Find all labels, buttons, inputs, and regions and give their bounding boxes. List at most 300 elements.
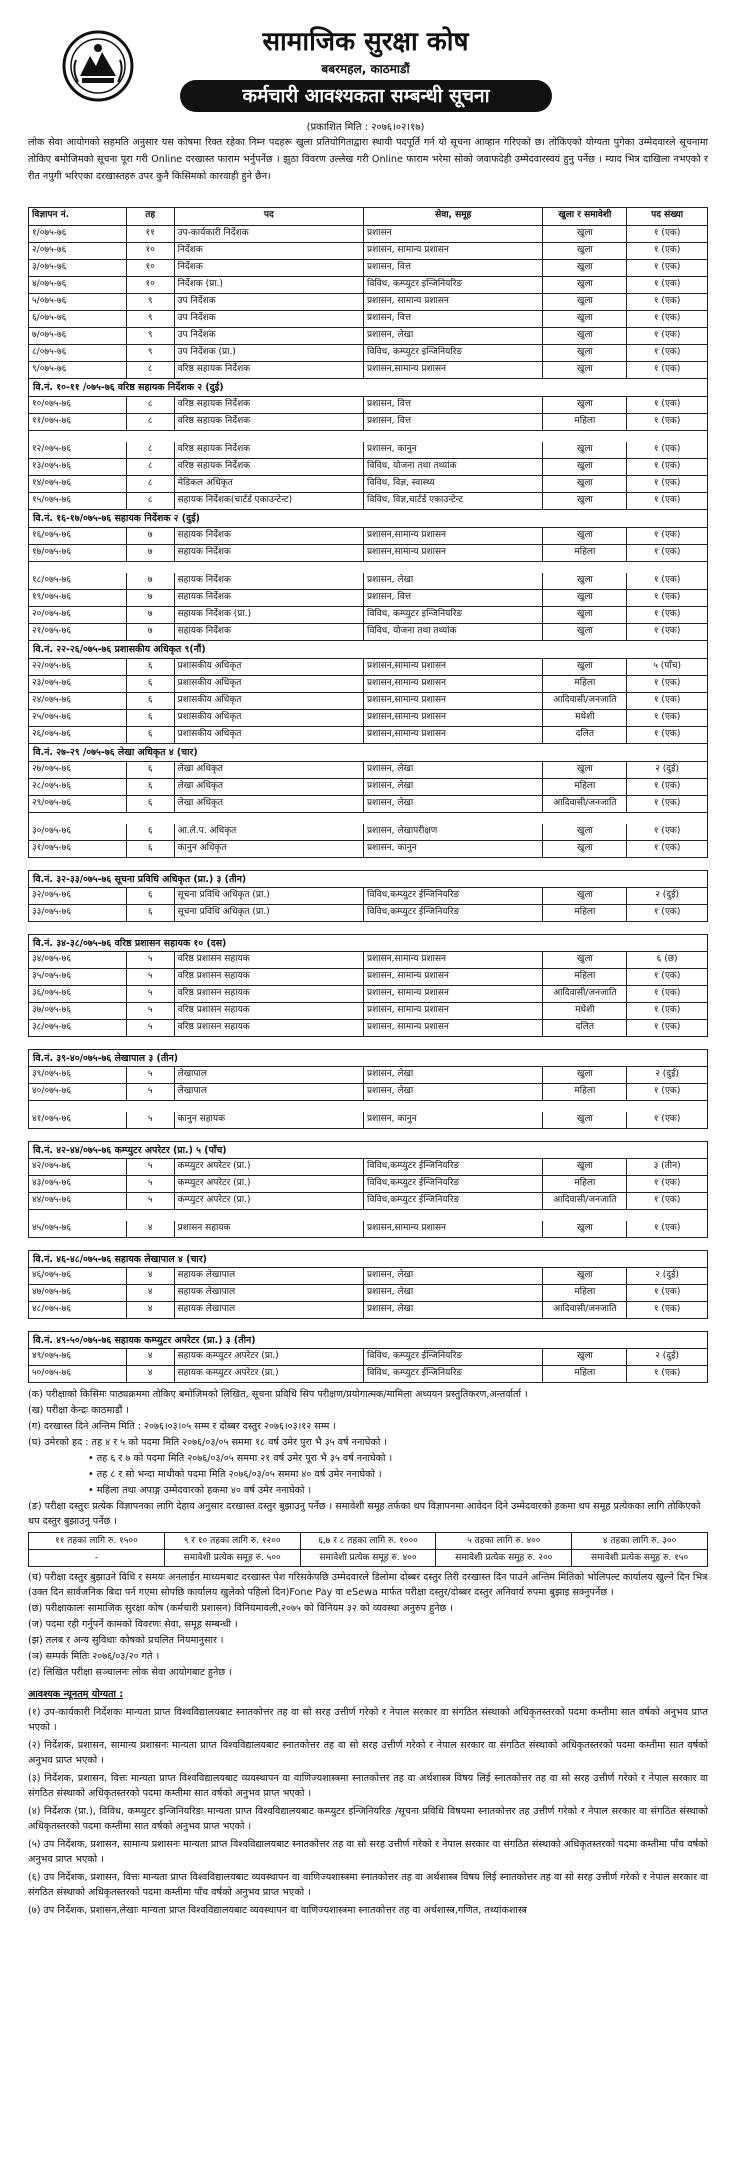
table-cell: ३३/०७५-७६ bbox=[29, 905, 127, 921]
table-cell: ४ bbox=[127, 1349, 175, 1365]
table-cell: १ (एक) bbox=[653, 399, 681, 409]
table-cell: १ (एक) bbox=[653, 1287, 681, 1297]
table-cell: कम्प्युटर अपरेटर (प्रा.) bbox=[175, 1176, 364, 1192]
table-cell: १९/०७५-७६ bbox=[29, 590, 127, 606]
table-cell: १ (एक) bbox=[653, 347, 681, 357]
qualification-item: (७) उप निर्देशक, प्रशासन,लेखाः मान्यता प्राप्त विश्वविद्यालयबाट व्यवस्थापन वा वाणिज्यशास्त्रमा स्नातकोत्तर तह वा अर्थशास्त्र,गणित, तथ्यांकशास्त्र bbox=[28, 1904, 527, 1916]
fee-cell: समावेशी प्रत्येक समूह रु. १५० bbox=[572, 1550, 708, 1566]
table-cell: १ (एक) bbox=[653, 1304, 681, 1314]
table-row bbox=[28, 459, 708, 476]
note-item: • महिला तथा अपाङ्ग उम्मेदवारको हकमा ४० वर्ष उमेर ननाघेको । bbox=[88, 1485, 312, 1496]
table-cell: प्रशासन सहायक bbox=[175, 1221, 364, 1237]
note-item: (ङ) परीक्षा दस्तुरः प्रत्येक विज्ञापनका लागि देहाय अनुसार दरखास्त दस्तुर बुझाउनु पर्नेछ । समावेशी समूह तर्फका थप विज्ञापनमा आवेदन दिने उम्मेदवारको हकमा थप समूह प्रत्येकका लागि तोकिएको थप दस्तुर बुझाउनु पर्नेछ । bbox=[28, 1501, 701, 1527]
group-header: वि.नं. २२-२६/०७५-७६ प्रशासकीय अधिकृत ९(नौं) bbox=[28, 641, 708, 659]
fee-cell: - bbox=[29, 1550, 165, 1566]
table-cell: सहायक निर्देशक bbox=[175, 624, 364, 640]
table-cell: १ (एक) bbox=[653, 1195, 681, 1205]
table-cell: ३२/०७५-७६ bbox=[29, 888, 127, 904]
table-row bbox=[28, 1302, 708, 1319]
table-cell: ४३/०७५-७६ bbox=[29, 1176, 127, 1192]
table-row bbox=[28, 260, 708, 277]
table-cell: लेखापाल bbox=[175, 1084, 364, 1100]
table-cell: १ (एक) bbox=[653, 843, 681, 853]
fee-cell: समावेशी प्रत्येक समूह रु. ४०० bbox=[301, 1550, 437, 1566]
table-cell: खुला bbox=[543, 624, 627, 640]
table-cell: प्रशासन,सामान्य प्रशासन bbox=[364, 1221, 543, 1237]
table-cell: २०/०७५-७६ bbox=[29, 607, 127, 623]
table-cell: प्रशासन, लेखा bbox=[364, 328, 543, 344]
table-cell: खुला bbox=[543, 528, 627, 544]
table-cell: १ (एक) bbox=[653, 1114, 681, 1124]
table-gap bbox=[28, 431, 708, 442]
table-cell: १ (एक) bbox=[653, 296, 681, 306]
table-cell: विविध, विज्ञ, स्वास्थ्य bbox=[364, 476, 543, 492]
table-cell: खुला bbox=[543, 226, 627, 242]
table-cell: वरिष्ठ प्रशासन सहायक bbox=[175, 986, 364, 1002]
table-cell: प्रशासन, लेखा bbox=[364, 1084, 543, 1100]
table-cell: २७/०७५-७६ bbox=[29, 762, 127, 778]
table-cell: खुला bbox=[543, 476, 627, 492]
table-cell: वरिष्ठ सहायक निर्देशक bbox=[175, 397, 364, 413]
table-cell: ८ bbox=[127, 397, 175, 413]
table-cell: खुला bbox=[543, 1268, 627, 1284]
table-cell: प्रशासन, लेखा bbox=[364, 796, 543, 812]
table-cell: १ (एक) bbox=[653, 461, 681, 471]
table-cell: खुला bbox=[543, 1159, 627, 1175]
table-cell: ३८/०७५-७६ bbox=[29, 1020, 127, 1036]
table-cell: ६/०७५-७६ bbox=[29, 311, 127, 327]
table-cell: प्रशासकीय अधिकृत bbox=[175, 710, 364, 726]
table-cell: १५/०७५-७६ bbox=[29, 493, 127, 509]
table-cell: २ (दुई) bbox=[655, 1351, 679, 1361]
group-header: वि.नं. १६-१७/०७५-७६ सहायक निर्देशक २ (दुई) bbox=[28, 510, 708, 528]
table-cell: खुला bbox=[543, 362, 627, 378]
header bbox=[0, 0, 731, 133]
table-cell: ४ bbox=[127, 1302, 175, 1318]
table-cell: ४/०७५-७६ bbox=[29, 277, 127, 293]
group-header: वि.नं. ३२-३३/०७५-७६ सूचना प्रविधि अधिकृत (प्रा.) ३ (तीन) bbox=[28, 870, 708, 888]
table-cell: २४/०७५-७६ bbox=[29, 693, 127, 709]
table-cell: ४५/०७५-७६ bbox=[29, 1221, 127, 1237]
table-cell: ३६/०७५-७६ bbox=[29, 986, 127, 1002]
qualification-item: (१) उप-कार्यकारी निर्देशकः मान्यता प्राप्त विश्वविद्यालयबाट स्नातकोत्तर तह वा सो सरह उत्तीर्ण गरेको र नेपाल सरकार वा संगठित संस्थाको अधिकृतस्तरको पदमा कम्तीमा सात वर्षको अनुभव प्राप्त भएको । bbox=[28, 1706, 708, 1733]
table-cell: ४२/०७५-७६ bbox=[29, 1159, 127, 1175]
table-cell: उप निर्देशक bbox=[175, 294, 364, 310]
note-item: (झ) तलब र अन्य सुविधाः कोषको प्रचलित नियमानुसार । bbox=[28, 1635, 224, 1646]
table-row bbox=[28, 986, 708, 1003]
table-cell: विविध,कम्प्युटर ईन्जिनियरिङ bbox=[364, 888, 543, 904]
note-item: (ख) परीक्षा केन्द्रः काठमाडौं । bbox=[28, 1405, 130, 1416]
table-cell: प्रशासन, वित्त bbox=[364, 590, 543, 606]
table-cell: ८ bbox=[127, 414, 175, 430]
table-cell: प्रशासकीय अधिकृत bbox=[175, 659, 364, 675]
table-cell: ३ (तीन) bbox=[653, 1161, 681, 1171]
table-row bbox=[28, 328, 708, 345]
table-cell: ५ bbox=[127, 1193, 175, 1209]
table-cell: १ (एक) bbox=[653, 478, 681, 488]
table-cell: ३४/०७५-७६ bbox=[29, 952, 127, 968]
table-body bbox=[28, 226, 708, 1383]
table-cell: ९ bbox=[127, 311, 175, 327]
table-row bbox=[28, 243, 708, 260]
table-gap bbox=[28, 813, 708, 824]
table-row bbox=[28, 311, 708, 328]
table-cell: प्रशासन, लेखा bbox=[364, 573, 543, 589]
table-cell: प्रशासन, वित्त bbox=[364, 260, 543, 276]
table-cell: सूचना प्रविधि अधिकृत (प्रा.) bbox=[175, 905, 364, 921]
table-cell: ४ bbox=[127, 1366, 175, 1382]
note-item: (घ) उमेरको हद : तह ४ र ५ को पदमा मिति २०७६/०३/०५ सममा १८ वर्ष उमेर पुरा भै ३५ वर्ष ननाघेको । bbox=[28, 1437, 387, 1448]
table-row bbox=[28, 1285, 708, 1302]
table-cell: १२/०७५-७६ bbox=[29, 442, 127, 458]
table-row bbox=[28, 762, 708, 779]
table-row bbox=[28, 905, 708, 922]
table-row bbox=[28, 1020, 708, 1037]
table-cell: २५/०७५-७६ bbox=[29, 710, 127, 726]
fee-cell: ११ तहका लागि रु. १५०० bbox=[29, 1533, 165, 1549]
fee-cell: समावेशी प्रत्येक समूह रु. ५०० bbox=[165, 1550, 301, 1566]
table-cell: खुला bbox=[543, 397, 627, 413]
group-header: वि.नं. ३९-४०/०७५-७६ लेखापाल ३ (तीन) bbox=[28, 1049, 708, 1067]
table-cell: ५०/०७५-७६ bbox=[29, 1366, 127, 1382]
table-cell: विविध, विज्ञ,चार्टर्ड एकाउन्टेन्ट bbox=[364, 493, 543, 509]
table-cell: प्रशासन, लेखा bbox=[364, 1067, 543, 1083]
org-address: बबरमहल, काठमाडौं bbox=[321, 62, 410, 76]
table-cell: लेखा अधिकृत bbox=[175, 762, 364, 778]
table-row bbox=[28, 1112, 708, 1129]
table-row bbox=[28, 442, 708, 459]
table-cell: खुला bbox=[543, 824, 627, 840]
table-cell: २ (दुई) bbox=[655, 1270, 679, 1280]
table-row bbox=[28, 1159, 708, 1176]
table-row bbox=[28, 796, 708, 813]
table-cell: प्रशासन, कानुन bbox=[364, 1112, 543, 1128]
table-row bbox=[28, 1349, 708, 1366]
column-header: खुला र समावेशी bbox=[543, 208, 627, 225]
table-cell: प्रशासन, लेखा bbox=[364, 1268, 543, 1284]
table-row bbox=[28, 493, 708, 510]
table-row bbox=[28, 659, 708, 676]
table-cell: ६ bbox=[127, 888, 175, 904]
table-cell: १ (एक) bbox=[653, 988, 681, 998]
group-header: वि.नं. ४२-४४/०७५-७६ कम्प्युटर अपरेटर (प्रा.) ५ (पाँच) bbox=[28, 1141, 708, 1159]
table-row bbox=[28, 607, 708, 624]
table-cell: आ.ले.प. अधिकृत bbox=[175, 824, 364, 840]
table-row bbox=[28, 476, 708, 493]
table-cell: ५ bbox=[127, 1159, 175, 1175]
table-row bbox=[28, 226, 708, 243]
table-cell: महिला bbox=[543, 414, 627, 430]
table-row bbox=[28, 841, 708, 858]
exam-notes-continued bbox=[28, 1570, 708, 1681]
table-cell: प्रशासन, लेखा bbox=[364, 1302, 543, 1318]
group-header: वि.नं. ४९-५०/०७५-७६ सहायक कम्प्युटर अपरेटर (प्रा.) ३ (तीन) bbox=[28, 1331, 708, 1349]
table-row bbox=[28, 1268, 708, 1285]
table-cell: वरिष्ठ सहायक निर्देशक bbox=[175, 442, 364, 458]
table-cell: खुला bbox=[543, 260, 627, 276]
fee-row bbox=[28, 1550, 708, 1567]
table-cell: वरिष्ठ सहायक निर्देशक bbox=[175, 362, 364, 378]
table-cell: खुला bbox=[543, 1067, 627, 1083]
table-cell: प्रशासन,सामान्य प्रशासन bbox=[364, 693, 543, 709]
table-cell: १ (एक) bbox=[653, 907, 681, 917]
table-cell: प्रशासन, सामान्य प्रशासन bbox=[364, 969, 543, 985]
table-cell: १ (एक) bbox=[653, 971, 681, 981]
table-cell: ९/०७५-७६ bbox=[29, 362, 127, 378]
table-cell: ६ bbox=[127, 710, 175, 726]
table-cell: ११/०७५-७६ bbox=[29, 414, 127, 430]
table-cell: ५ bbox=[127, 1084, 175, 1100]
table-cell: ६ bbox=[127, 659, 175, 675]
column-header: पद bbox=[175, 208, 364, 225]
table-cell: ५/०७५-७६ bbox=[29, 294, 127, 310]
table-cell: ८ bbox=[127, 362, 175, 378]
note-item: (ज) पदमा रही गर्नुपर्ने कामको विवरणः सेवा, समूह सम्बन्धी । bbox=[28, 1619, 238, 1630]
table-cell: दलित bbox=[543, 1020, 627, 1036]
table-row bbox=[28, 1003, 708, 1020]
fee-cell: ४ तहका लागि रु. ३०० bbox=[572, 1533, 708, 1549]
table-gap bbox=[28, 1101, 708, 1112]
table-cell: प्रशासन,सामान्य प्रशासन bbox=[364, 710, 543, 726]
table-cell: ४८/०७५-७६ bbox=[29, 1302, 127, 1318]
note-item: (ट) लिखित परीक्षा सञ्चालनः लोक सेवा आयोगबाट हुनेछ । bbox=[28, 1667, 232, 1678]
qualification-list bbox=[28, 1705, 708, 1919]
table-row bbox=[28, 1366, 708, 1383]
table-cell: १ (एक) bbox=[653, 245, 681, 255]
table-cell: विविध, योजना तथा तथ्यांक bbox=[364, 624, 543, 640]
table-cell: १६/०७५-७६ bbox=[29, 528, 127, 544]
table-cell: खुला bbox=[543, 1221, 627, 1237]
table-cell: ७/०७५-७६ bbox=[29, 328, 127, 344]
table-cell: महिला bbox=[543, 905, 627, 921]
table-cell: ३९/०७५-७६ bbox=[29, 1067, 127, 1083]
table-cell: ३७/०७५-७६ bbox=[29, 1003, 127, 1019]
table-cell: ७ bbox=[127, 607, 175, 623]
table-cell: ९ bbox=[127, 345, 175, 361]
table-cell: वरिष्ठ सहायक निर्देशक bbox=[175, 459, 364, 475]
table-row bbox=[28, 888, 708, 905]
note-item: (च) परीक्षा दस्तुर बुझाउने विधि र समयः अनलाईन माध्यमबाट दरखास्त पेश गरिसकेपछि उम्मेदवारले डिलोमा दोब्बर दस्तुर तिरी दरखास्त दिन पाउने अन्तिम मितिको भोलिपल्ट कार्यालय खुल्ने दिन भित्र (उक्त दिन सार्वजनिक बिदा पर्न गएमा सोपछि कार्यालय खुलेको पहिलो दिन)Fone Pay वा eSewa मार्फत परीक्षा दस्तुर/दोब्बर दस्तुर अनिवार्य रुपमा बुझाइ सक्नुपर्नेछ । bbox=[28, 1572, 708, 1598]
table-cell: ६ bbox=[127, 779, 175, 795]
table-cell: १० bbox=[127, 277, 175, 293]
table-cell: १ (एक) bbox=[653, 609, 681, 619]
table-cell: १ (एक) bbox=[653, 313, 681, 323]
table-cell: २/०७५-७६ bbox=[29, 243, 127, 259]
table-gap bbox=[28, 1210, 708, 1221]
fee-table bbox=[28, 1532, 708, 1567]
table-cell: विविध,कम्प्युटर ईन्जिनियरिङ bbox=[364, 1176, 543, 1192]
table-cell: १७/०७५-७६ bbox=[29, 545, 127, 561]
table-cell: ५ bbox=[127, 1003, 175, 1019]
table-cell: खुला bbox=[543, 442, 627, 458]
table-cell: प्रशासन, कानुन bbox=[364, 841, 543, 857]
table-cell: २१/०७५-७६ bbox=[29, 624, 127, 640]
fee-cell: ५ तहका लागि रु. ४०० bbox=[436, 1533, 572, 1549]
table-cell: २२/०७५-७६ bbox=[29, 659, 127, 675]
table-cell: निर्देशक (प्रा.) bbox=[175, 277, 364, 293]
table-cell: १ (एक) bbox=[653, 678, 681, 688]
table-cell: १ (एक) bbox=[653, 495, 681, 505]
table-cell: १ (एक) bbox=[653, 798, 681, 808]
table-cell: १० bbox=[127, 243, 175, 259]
table-cell: ६ bbox=[127, 693, 175, 709]
table-cell: खुला bbox=[543, 345, 627, 361]
table-cell: ३१/०७५-७६ bbox=[29, 841, 127, 857]
table-cell: विविध, योजना तथा तथ्यांक bbox=[364, 459, 543, 475]
table-cell: आदिवासी/जनजाति bbox=[543, 1193, 627, 1209]
exam-notes bbox=[28, 1387, 708, 1530]
table-cell: विविध, कम्प्युटर इन्जिनियरिङ bbox=[364, 277, 543, 293]
table-cell: १ (एक) bbox=[653, 695, 681, 705]
table-gap bbox=[28, 562, 708, 573]
table-row bbox=[28, 969, 708, 986]
table-cell: प्रशासन, सामान्य प्रशासन bbox=[364, 1020, 543, 1036]
table-cell: ७ bbox=[127, 545, 175, 561]
table-cell: सहायक निर्देशक(चार्टर्ड एकाउन्टेन्ट) bbox=[175, 493, 364, 509]
table-cell: महिला bbox=[543, 1366, 627, 1382]
table-cell: सूचना प्रविधि अधिकृत (प्रा.) bbox=[175, 888, 364, 904]
table-cell: प्रशासन,सामान्य प्रशासन bbox=[364, 676, 543, 692]
table-cell: ६ bbox=[127, 905, 175, 921]
fee-cell: ६,७ र ८ तहका लागि रु. १००० bbox=[301, 1533, 437, 1549]
table-cell: १ (एक) bbox=[653, 1368, 681, 1378]
table-cell: सहायक कम्प्युटर अपरेटर (प्रा.) bbox=[175, 1366, 364, 1382]
table-cell: खुला bbox=[543, 590, 627, 606]
table-cell: १ (एक) bbox=[653, 781, 681, 791]
table-row bbox=[28, 294, 708, 311]
table-cell: २६/०७५-७६ bbox=[29, 727, 127, 743]
table-cell: आदिवासी/जनजाति bbox=[543, 986, 627, 1002]
table-cell: उप निर्देशक (प्रा.) bbox=[175, 345, 364, 361]
table-cell: खुला bbox=[543, 573, 627, 589]
table-cell: १ (एक) bbox=[653, 444, 681, 454]
table-cell: मधेशी bbox=[543, 1003, 627, 1019]
table-cell: प्रशासन, सामान्य प्रशासन bbox=[364, 294, 543, 310]
table-row bbox=[28, 1221, 708, 1238]
table-row bbox=[28, 1193, 708, 1210]
table-header-row bbox=[28, 207, 708, 226]
table-cell: प्रशासन, सामान्य प्रशासन bbox=[364, 986, 543, 1002]
table-cell: कानुन अधिकृत bbox=[175, 841, 364, 857]
notice-banner: कर्मचारी आवश्यकता सम्बन्धी सूचना bbox=[180, 80, 552, 112]
table-cell: सहायक निर्देशक (प्रा.) bbox=[175, 607, 364, 623]
table-cell: ४१/०७५-७६ bbox=[29, 1112, 127, 1128]
table-cell: प्रशासन,सामान्य प्रशासन bbox=[364, 952, 543, 968]
table-cell: ११ bbox=[127, 226, 175, 242]
table-cell: १ (एक) bbox=[653, 729, 681, 739]
table-cell: प्रशासन,सामान्य प्रशासन bbox=[364, 528, 543, 544]
table-row bbox=[28, 693, 708, 710]
table-cell: ५ bbox=[127, 969, 175, 985]
table-cell: प्रशासन, सामान्य प्रशासन bbox=[364, 243, 543, 259]
table-cell: १ (एक) bbox=[653, 626, 681, 636]
table-cell: १ (एक) bbox=[653, 279, 681, 289]
column-header: विज्ञापन नं. bbox=[29, 208, 127, 225]
table-cell: २८/०७५-७६ bbox=[29, 779, 127, 795]
table-row bbox=[28, 779, 708, 796]
table-row bbox=[28, 397, 708, 414]
table-cell: ४४/०७५-७६ bbox=[29, 1193, 127, 1209]
table-cell: विविध, कम्प्युटर इन्जिनियरिङ bbox=[364, 607, 543, 623]
table-cell: प्रशासकीय अधिकृत bbox=[175, 676, 364, 692]
table-cell: उप-कार्यकारी निर्देशक bbox=[175, 226, 364, 242]
table-cell: सहायक निर्देशक bbox=[175, 590, 364, 606]
table-row bbox=[28, 952, 708, 969]
table-cell: कम्प्युटर अपरेटर (प्रा.) bbox=[175, 1193, 364, 1209]
table-cell: ६ bbox=[127, 841, 175, 857]
table-cell: प्रशासन, लेखा bbox=[364, 779, 543, 795]
table-cell: खुला bbox=[543, 607, 627, 623]
table-cell: १ (एक) bbox=[653, 1086, 681, 1096]
fee-cell: ९ र १० तहका लागि रु. १२०० bbox=[165, 1533, 301, 1549]
table-cell: ५ bbox=[127, 1176, 175, 1192]
table-cell: सहायक निर्देशक bbox=[175, 528, 364, 544]
table-cell: १ (एक) bbox=[653, 1178, 681, 1188]
table-cell: खुला bbox=[543, 294, 627, 310]
table-cell: १०/०७५-७६ bbox=[29, 397, 127, 413]
fee-cell: समावेशी प्रत्येक समूह रु. २०० bbox=[436, 1550, 572, 1566]
table-cell: ५ bbox=[127, 1112, 175, 1128]
table-cell: महिला bbox=[543, 1084, 627, 1100]
table-cell: ६ bbox=[127, 676, 175, 692]
table-cell: १ (एक) bbox=[653, 712, 681, 722]
table-cell: ४ bbox=[127, 1285, 175, 1301]
table-cell: प्रशासन,सामान्य प्रशासन bbox=[364, 545, 543, 561]
table-row bbox=[28, 1084, 708, 1101]
table-cell: लेखा अधिकृत bbox=[175, 779, 364, 795]
group-header: वि.नं. ३४-३८/०७५-७६ वरिष्ठ प्रशासन सहायक १० (दस) bbox=[28, 934, 708, 952]
table-cell: ३/०७५-७६ bbox=[29, 260, 127, 276]
table-cell: ९ bbox=[127, 294, 175, 310]
table-cell: खुला bbox=[543, 328, 627, 344]
table-cell: प्रशासन bbox=[364, 226, 543, 242]
table-cell: ८/०७५-७६ bbox=[29, 345, 127, 361]
table-row bbox=[28, 624, 708, 641]
note-item: • तह ८ र सो भन्दा माथीको पदमा मिति २०७६/०३/०५ सममा ४० वर्ष उमेर ननाघेको । bbox=[88, 1469, 382, 1480]
table-cell: ७ bbox=[127, 573, 175, 589]
table-cell: वरिष्ठ सहायक निर्देशक bbox=[175, 414, 364, 430]
qualifications bbox=[28, 1687, 708, 1920]
table-cell: ६ bbox=[127, 796, 175, 812]
table-cell: ३५/०७५-७६ bbox=[29, 969, 127, 985]
table-cell: खुला bbox=[543, 1349, 627, 1365]
table-cell: सहायक लेखापाल bbox=[175, 1285, 364, 1301]
table-cell: सहायक लेखापाल bbox=[175, 1302, 364, 1318]
table-cell: १ (एक) bbox=[653, 416, 681, 426]
table-cell: उप निर्देशक bbox=[175, 328, 364, 344]
table-cell: ३०/०७५-७६ bbox=[29, 824, 127, 840]
table-cell: प्रशासन, वित्त bbox=[364, 414, 543, 430]
table-cell: विविध, कम्प्युटर ईन्जिनियरिङ bbox=[364, 1349, 543, 1365]
table-cell: २ (दुई) bbox=[655, 1069, 679, 1079]
table-cell: १ (एक) bbox=[653, 592, 681, 602]
note-item: (छ) परीक्षाकालः सामाजिक सुरक्षा कोष (कर्मचारी प्रशासन) विनियमावली,२०७५ को विनियम ३२ को व्यवस्था अनुरुप हुनेछ । bbox=[28, 1603, 453, 1614]
table-cell: खुला bbox=[543, 311, 627, 327]
table-cell: प्रशासन, लेखा bbox=[364, 1285, 543, 1301]
table-cell: ७ bbox=[127, 528, 175, 544]
table-row bbox=[28, 824, 708, 841]
vacancy-table bbox=[28, 207, 708, 1383]
table-cell: ४६/०७५-७६ bbox=[29, 1268, 127, 1284]
table-cell: १८/०७५-७६ bbox=[29, 573, 127, 589]
table-cell: खुला bbox=[543, 888, 627, 904]
table-cell: विविध,कम्प्युटर ईन्जिनियरिङ bbox=[364, 905, 543, 921]
table-row bbox=[28, 277, 708, 294]
table-cell: ४ bbox=[127, 1221, 175, 1237]
table-cell: १ (एक) bbox=[653, 826, 681, 836]
table-cell: १ (एक) bbox=[653, 1005, 681, 1015]
table-cell: आदिवासी/जनजाति bbox=[543, 1302, 627, 1318]
